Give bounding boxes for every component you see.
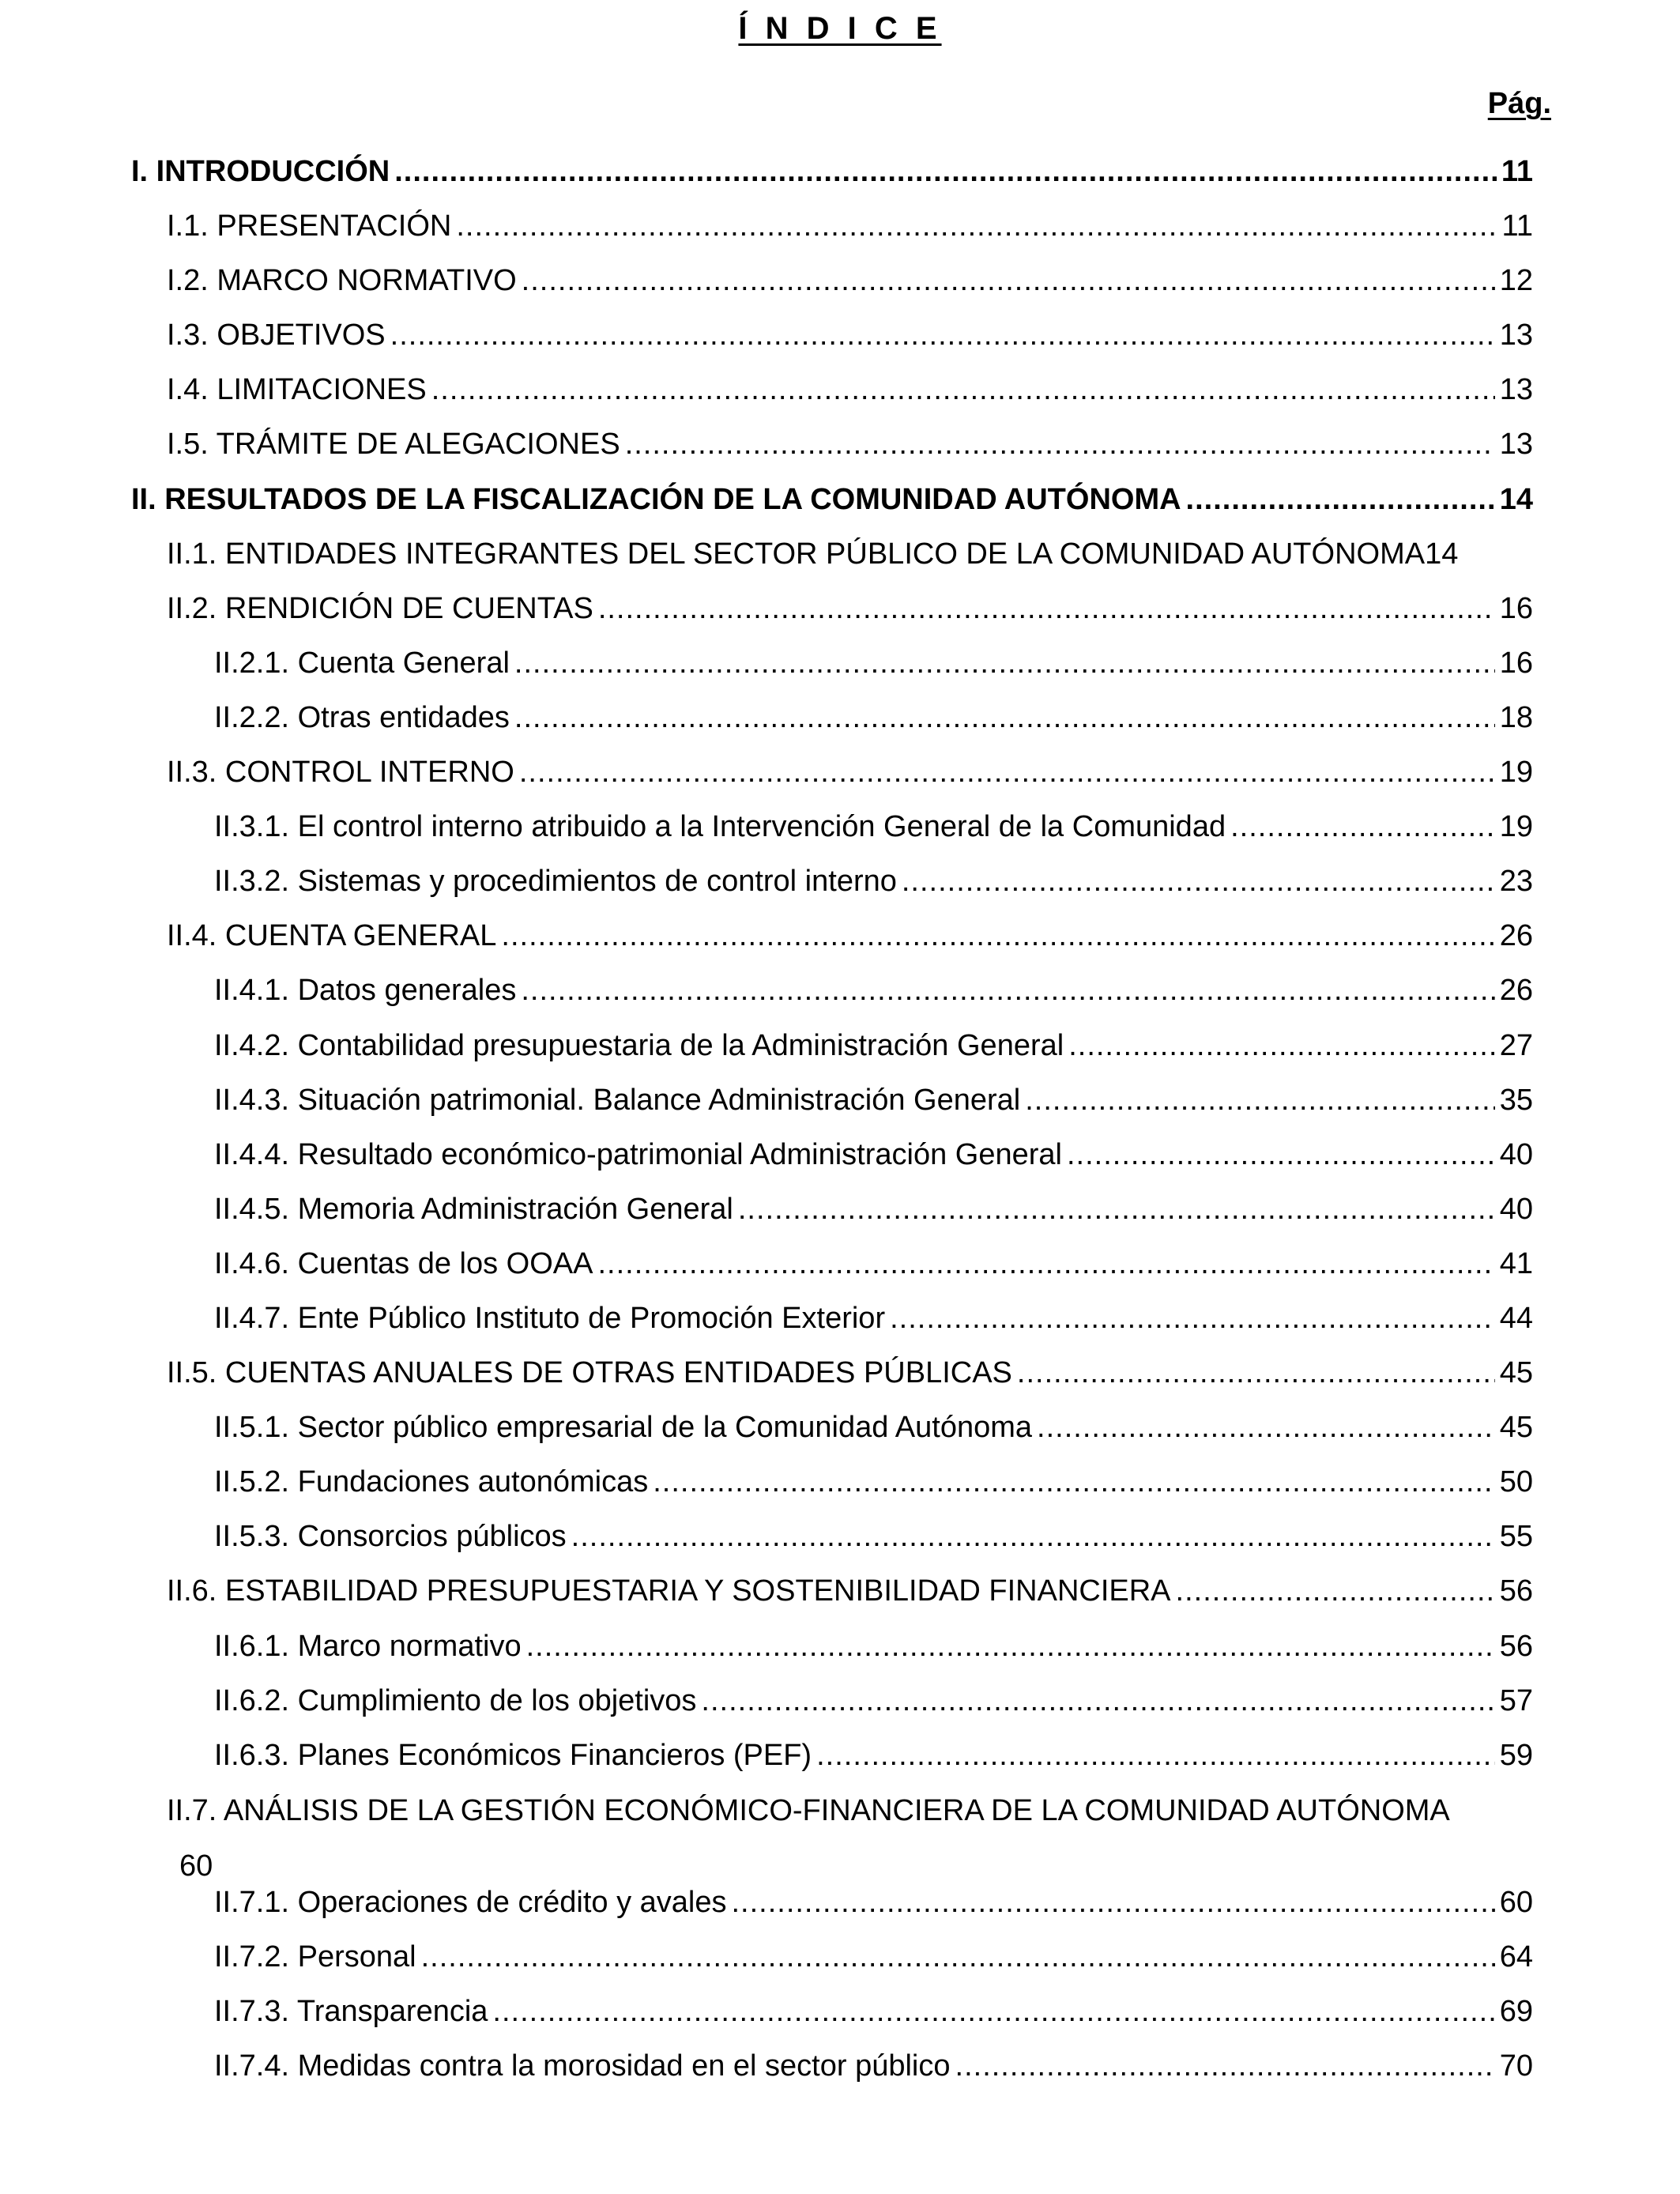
toc-entry[interactable] (0, 1137, 1680, 1191)
toc-leader-dots (890, 1300, 1495, 1336)
toc-entry-page-number: 60 (1499, 1885, 1533, 1919)
toc-entry-page-number: 69 (1499, 1995, 1533, 2028)
toc-leader-dots (521, 972, 1494, 1008)
toc-entry-page-number: 50 (1499, 1465, 1533, 1499)
toc-entry-label: II.2. RENDICIÓN DE CUENTAS (167, 591, 593, 625)
toc-entry[interactable] (0, 754, 1680, 809)
toc-entry[interactable] (0, 262, 1680, 317)
toc-entry-page-number: 45 (1499, 1411, 1533, 1445)
toc-leader-dots (171, 1830, 1680, 1848)
toc-entry[interactable] (0, 1993, 1680, 2048)
toc-entry-label: II.5. CUENTAS ANUALES DE OTRAS ENTIDADES PÚBLICAS (167, 1356, 1012, 1390)
toc-entry-page-number: 59 (1499, 1738, 1533, 1772)
toc-entry-label: I. INTRODUCCIÓN (131, 155, 390, 188)
toc-entry-label: I.2. MARCO NORMATIVO (167, 264, 517, 298)
page-title: Í N D I C E (738, 11, 942, 46)
toc-entry-label: II.4.7. Ente Público Instituto de Promoción Exterior (214, 1301, 886, 1335)
toc-leader-dots (955, 2048, 1495, 2084)
toc-entry-label: II.3. CONTROL INTERNO (167, 756, 514, 790)
toc-entry[interactable] (0, 1191, 1680, 1246)
toc-entry-label: II.2.2. Otras entidades (214, 700, 510, 734)
toc-entry-label: I.5. TRÁMITE DE ALEGACIONES (167, 428, 620, 462)
toc-entry-label: II.6.1. Marco normativo (214, 1629, 522, 1663)
toc-leader-dots (701, 1683, 1494, 1719)
toc-entry-label: II.5.2. Fundaciones autonómicas (214, 1465, 649, 1499)
toc-entry[interactable] (0, 1409, 1680, 1464)
toc-entry[interactable] (0, 426, 1680, 481)
toc-leader-dots (625, 426, 1495, 462)
toc-entry-page-number: 64 (1499, 1940, 1533, 1973)
toc-entry-page-number: 14 (1499, 482, 1533, 516)
toc-leader-dots (394, 153, 1497, 190)
toc-leader-dots (1017, 1355, 1495, 1391)
toc-entry[interactable] (0, 972, 1680, 1027)
toc-entry-page-number: 18 (1499, 700, 1533, 734)
toc-leader-dots (598, 590, 1495, 627)
toc-leader-dots (1186, 481, 1495, 518)
toc-entry[interactable] (0, 1355, 1680, 1409)
toc-entry[interactable] (0, 1300, 1680, 1355)
toc-entry-page-number: 11 (1501, 155, 1533, 188)
toc-entry-page-number: 16 (1499, 646, 1533, 680)
table-of-contents (0, 153, 1680, 2102)
toc-entry[interactable] (0, 371, 1680, 426)
toc-leader-dots (597, 1246, 1494, 1282)
toc-entry-page-number: 26 (1499, 974, 1533, 1008)
toc-entry[interactable] (0, 918, 1680, 972)
toc-entry[interactable] (0, 863, 1680, 918)
toc-leader-dots (731, 1884, 1494, 1921)
toc-entry-label: II. RESULTADOS DE LA FISCALIZACIÓN DE LA COMUNIDAD AUTÓNOMA (131, 482, 1181, 516)
toc-leader-dots (816, 1737, 1495, 1774)
toc-entry[interactable] (0, 699, 1680, 754)
toc-entry-page-number: 57 (1499, 1683, 1533, 1717)
toc-entry-label: I.4. LIMITACIONES (167, 373, 427, 407)
toc-leader-dots (421, 1939, 1495, 1975)
toc-entry-label: II.6.2. Cumplimiento de los objetivos (214, 1683, 697, 1717)
toc-entry-label: II.5.3. Consorcios públicos (214, 1520, 567, 1554)
toc-leader-dots (514, 699, 1495, 736)
toc-leader-dots (1068, 1027, 1495, 1064)
toc-entry[interactable] (0, 1518, 1680, 1573)
toc-entry-label: II.7.3. Transparencia (214, 1995, 488, 2028)
toc-entry[interactable] (0, 809, 1680, 863)
toc-entry-label: II.7.1. Operaciones de crédito y avales (214, 1885, 727, 1919)
toc-entry-page-number: 11 (1501, 209, 1533, 243)
toc-leader-dots (492, 1993, 1494, 2030)
toc-leader-dots (1230, 809, 1495, 845)
toc-entry-page-number: 14 (1425, 537, 1459, 571)
toc-entry[interactable] (0, 317, 1680, 371)
toc-entry-label: II.4.4. Resultado económico-patrimonial Administración General (214, 1137, 1062, 1171)
toc-entry-page-number: 70 (1499, 2049, 1533, 2083)
toc-leader-dots (522, 262, 1495, 299)
toc-entry-page-number: 45 (1499, 1356, 1533, 1390)
toc-leader-dots (571, 1518, 1495, 1555)
toc-entry[interactable] (0, 536, 1680, 590)
toc-entry[interactable] (0, 208, 1680, 262)
toc-entry-page-number: 13 (1499, 319, 1533, 352)
toc-entry-label: II.1. ENTIDADES INTEGRANTES DEL SECTOR PÚBLICO DE LA COMUNIDAD AUTÓNOMA (167, 537, 1426, 571)
toc-entry-label: I.1. PRESENTACIÓN (167, 209, 452, 243)
toc-entry[interactable] (0, 1573, 1680, 1627)
toc-leader-dots (1037, 1409, 1495, 1446)
toc-entry-page-number: 40 (1499, 1192, 1533, 1226)
toc-entry-page-number: 56 (1499, 1574, 1533, 1608)
toc-entry-label: I.3. OBJETIVOS (167, 319, 386, 352)
toc-entry-label: II.7.4. Medidas contra la morosidad en el sector público (214, 2049, 951, 2083)
toc-entry-label: II.4.6. Cuentas de los OOAA (214, 1246, 593, 1280)
toc-leader-dots (526, 1628, 1495, 1664)
toc-entry-label: II.6.3. Planes Económicos Financieros (PEF) (214, 1738, 812, 1772)
toc-entry-page-number: 35 (1499, 1083, 1533, 1117)
toc-leader-dots (1025, 1082, 1495, 1118)
toc-entry-page-number: 55 (1499, 1520, 1533, 1554)
toc-entry[interactable] (0, 153, 1680, 208)
toc-leader-dots (902, 863, 1495, 899)
toc-entry[interactable] (0, 645, 1680, 699)
toc-leader-dots (738, 1191, 1495, 1227)
page-column-header: Pág. (1487, 87, 1551, 120)
toc-entry-page-number: 40 (1499, 1137, 1533, 1171)
toc-entry-label: II.7.2. Personal (214, 1940, 416, 1973)
toc-entry[interactable] (0, 1939, 1680, 1993)
toc-entry-label: II.6. ESTABILIDAD PRESUPUESTARIA Y SOSTENIBILIDAD FINANCIERA (167, 1574, 1171, 1608)
toc-entry-page-number: 19 (1499, 756, 1533, 790)
toc-entry-label: II.4.1. Datos generales (214, 974, 517, 1008)
toc-entry-page-number: 12 (1499, 264, 1533, 298)
toc-entry[interactable] (0, 2048, 1680, 2102)
toc-entry[interactable] (0, 1792, 1680, 1884)
toc-entry[interactable] (0, 1884, 1680, 1939)
toc-leader-dots (1067, 1137, 1495, 1173)
toc-entry-page-number: 13 (1499, 428, 1533, 462)
toc-entry[interactable] (0, 1027, 1680, 1082)
toc-entry-page-number: 27 (1499, 1028, 1533, 1062)
toc-entry-label: II.3.1. El control interno atribuido a la Intervención General de la Comunidad (214, 810, 1226, 844)
toc-entry-page-number: 60 (179, 1849, 213, 1883)
toc-leader-dots (501, 918, 1494, 954)
toc-entry-page-number: 19 (1499, 810, 1533, 844)
toc-entry[interactable] (0, 1464, 1680, 1518)
toc-entry-page-number: 56 (1499, 1629, 1533, 1663)
toc-entry-page-number: 13 (1499, 373, 1533, 407)
toc-entry-label: II.4. CUENTA GENERAL (167, 919, 497, 953)
toc-entry[interactable] (0, 590, 1680, 645)
toc-entry-page-number: 23 (1499, 865, 1533, 899)
toc-entry[interactable] (0, 481, 1680, 536)
toc-leader-dots (1176, 1573, 1495, 1609)
toc-entry[interactable] (0, 1683, 1680, 1737)
toc-entry-label: II.7. ANÁLISIS DE LA GESTIÓN ECONÓMICO-FINANCIERA DE LA COMUNIDAD AUTÓNOMA (167, 1793, 1450, 1827)
toc-entry[interactable] (0, 1246, 1680, 1300)
toc-entry-page-number: 44 (1499, 1301, 1533, 1335)
toc-entry-label: II.2.1. Cuenta General (214, 646, 510, 680)
toc-leader-dots (456, 208, 1497, 244)
toc-entry[interactable] (0, 1737, 1680, 1792)
toc-entry-label: II.4.5. Memoria Administración General (214, 1192, 733, 1226)
toc-leader-dots (653, 1464, 1495, 1500)
toc-leader-dots (431, 371, 1495, 408)
toc-entry-label: II.5.1. Sector público empresarial de la Comunidad Autónoma (214, 1411, 1033, 1445)
toc-leader-dots (519, 754, 1495, 790)
toc-leader-dots (390, 317, 1495, 353)
toc-entry-page-number: 26 (1499, 919, 1533, 953)
toc-entry[interactable] (0, 1082, 1680, 1137)
toc-entry-label: II.4.3. Situación patrimonial. Balance Administración General (214, 1083, 1021, 1117)
toc-entry-label: II.4.2. Contabilidad presupuestaria de la Administración General (214, 1028, 1064, 1062)
toc-entry-page-number: 16 (1499, 591, 1533, 625)
toc-entry-page-number: 41 (1499, 1246, 1533, 1280)
toc-entry-label: II.3.2. Sistemas y procedimientos de control interno (214, 865, 897, 899)
toc-entry[interactable] (0, 1628, 1680, 1683)
toc-leader-dots (514, 645, 1495, 681)
